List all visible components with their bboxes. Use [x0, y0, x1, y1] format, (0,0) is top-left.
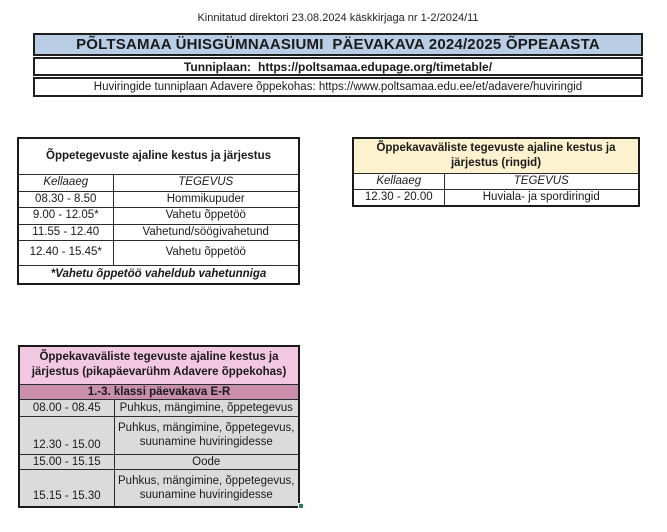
table-row [19, 346, 299, 384]
timetable-url-link[interactable]: https://poltsamaa.edupage.org/timetable/ [258, 59, 493, 74]
table-header-row [353, 173, 639, 189]
daycare-table-title: Õppekavaväliste tegevuste ajaline kestus ja järjestus (pikapäevarühm Adavere õppekohas) [19, 346, 299, 384]
activity-cell: Huviala- ja spordiringid [444, 189, 639, 206]
activity-cell: Puhkus, mängimine, õppetegevus, suunamine huviringidesse [114, 416, 299, 454]
table-subheader-row [19, 384, 299, 399]
timetable-label: Tunniplaan: [183, 59, 252, 74]
activity-cell: Oode [114, 454, 299, 469]
daycare-schedule-table [18, 345, 300, 508]
activity-cell: Hommikupuder [113, 191, 299, 207]
rings-schedule-table [352, 137, 640, 207]
table-row [19, 416, 299, 454]
column-header-activity: TEGEVUS [113, 174, 299, 191]
time-cell: 12.40 - 15.45* [18, 240, 113, 265]
rings-table-title: Õppekavaväliste tegevuste ajaline kestus ja järjestus (ringid) [353, 138, 639, 173]
activity-cell: Puhkus, mängimine, õppetegevus, suunamine huviringidesse [114, 470, 299, 507]
table-row [19, 470, 299, 507]
huviringid-link-row[interactable]: Huviringide tunniplaan Adavere õppekohas: https://www.poltsamaa.edu.ee/et/adavere/huviringid [33, 77, 643, 97]
table-row [18, 240, 299, 265]
table-row [19, 399, 299, 416]
table-row [353, 138, 639, 173]
time-cell: 12.30 - 15.00 [19, 416, 114, 454]
time-cell: 08.30 - 8.50 [18, 191, 113, 207]
table-footnote-row [18, 265, 299, 284]
table-row [18, 224, 299, 240]
time-cell: 15.15 - 15.30 [19, 470, 114, 507]
timetable-link-row [33, 57, 643, 76]
table-row [18, 138, 299, 174]
study-schedule-table [17, 137, 300, 285]
table-row [18, 191, 299, 207]
daycare-table-subtitle: 1.-3. klassi päevakava E-R [19, 384, 299, 399]
page-title: PÕLTSAMAA ÜHISGÜMNAASIUMI PÄEVAKAVA 2024/2025 ÕPPEAASTA [33, 33, 643, 56]
time-cell: 9.00 - 12.05* [18, 207, 113, 224]
excel-fill-handle[interactable] [298, 503, 304, 509]
study-table-title: Õppetegevuste ajaline kestus ja järjestus [18, 138, 299, 174]
activity-cell: Puhkus, mängimine, õppetegevus [114, 399, 299, 416]
time-cell: 15.00 - 15.15 [19, 454, 114, 469]
column-header-activity: TEGEVUS [444, 173, 639, 189]
activity-cell: Vahetund/söögivahetund [113, 224, 299, 240]
activity-cell: Vahetu õppetöö [113, 207, 299, 224]
column-header-time: Kellaaeg [18, 174, 113, 191]
column-header-time: Kellaaeg [353, 173, 444, 189]
table-header-row [18, 174, 299, 191]
time-cell: 08.00 - 08.45 [19, 399, 114, 416]
table-row [19, 454, 299, 469]
time-cell: 12.30 - 20.00 [353, 189, 444, 206]
activity-cell: Vahetu õppetöö [113, 240, 299, 265]
study-table-footnote: *Vahetu õppetöö vaheldub vahetunniga [18, 265, 299, 284]
time-cell: 11.55 - 12.40 [18, 224, 113, 240]
table-row [353, 189, 639, 206]
approval-note: Kinnitatud direktori 23.08.2024 käskkirjaga nr 1-2/2024/11 [197, 12, 479, 24]
table-row [18, 207, 299, 224]
daycare-table-selection [18, 345, 300, 505]
